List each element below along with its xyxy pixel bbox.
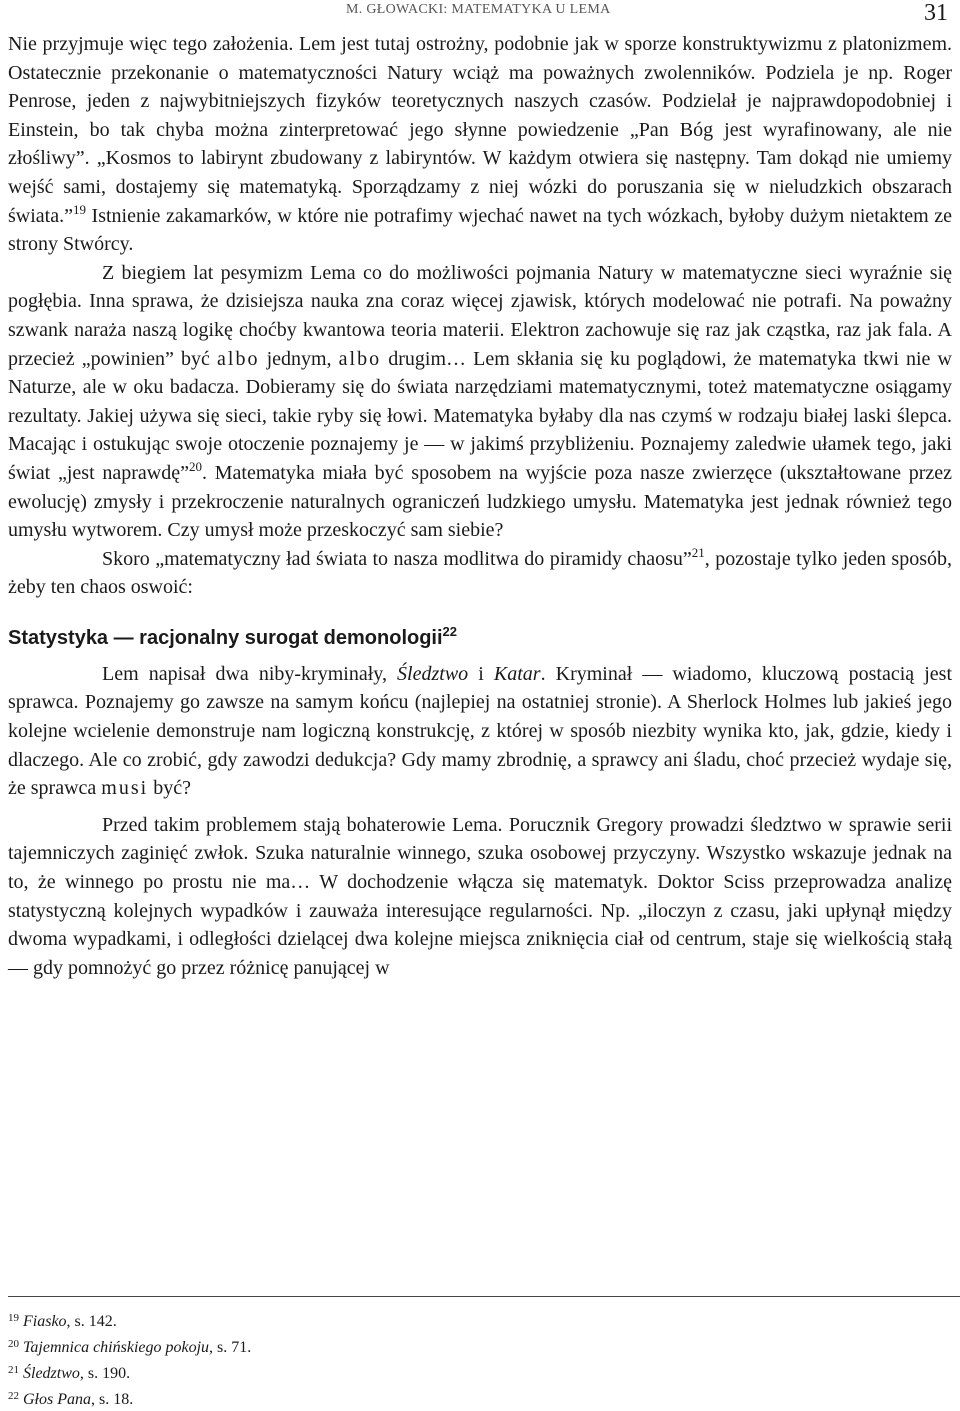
footnote-page-ref: , s. 190. <box>79 1365 131 1382</box>
footnote-page-ref: , s. 18. <box>91 1391 134 1408</box>
text-run: drugim… Lem skłania się ku poglądowi, że matematyka tkwi nie w Naturze, ale w oku badacza. Dobieramy się do świata narzędziami matematycznymi, toteż matematyczne osiągamy rezultaty. Jakiej używa się sieci, takie ryby się łowi. Matematyka byłaby dla nas czymś w rodzaju białej laski ślepca. Macając i ostukując swoje otoczenie poznajemy je — w jakimś przybliżeniu. Poznajemy zaledwie ułamek tego, jaki świat „jest naprawdę” <box>8 347 952 484</box>
emphasis-spaced: albo <box>217 347 260 370</box>
footnote-source-title: Tajemnica chińskiego pokoju <box>23 1339 210 1356</box>
italic-title: Katar <box>493 662 541 685</box>
text-run: . Kryminał — wiadomo, kluczową postacią jest sprawca. Poznajemy go zawsze na samym końcu (najlepiej na ostatniej stronie). A Sherlock Holmes lub jakieś jego kolejne wcielenie demonstruje nam logiczną konstrukcję, z której w sposób niezbity wynika kto, jak, gdzie, kiedy i dlaczego. Ale co zrobić, gdy zawodzi dedukcja? Gdy mamy zbrodnię, a sprawcy ani śladu, choć przecież wydaje się, że sprawca <box>8 662 953 800</box>
emphasis-spaced: albo <box>338 347 382 370</box>
footnote-ref: 20 <box>189 458 202 474</box>
text-run: Skoro „matematyczny ład świata to nasza modlitwa do piramidy chaosu” <box>102 547 692 570</box>
text-run: Nie przyjmuje więc tego założenia. Lem jest tutaj ostrożny, podobnie jak w sporze konstruktywizmu z platonizmem. Ostatecznie przekonanie o matematyczności Natury wciąż ma poważnych zwolenników. Podziela je np. Roger Penrose, jeden z najwybitniejszych fizyków teoretycznych naszych czasów. Podzielał je najprawdopodobniej i Einstein, bo tak chyba można zinterpretować jego słynne powiedzenie „Pan Bóg jest wyrafinowany, ale nie złośliwy”. „Kosmos to labirynt zbudowany z labiryntów. W każdym otwiera się następny. Tam dokąd nie umiemy wejść sami, dostajemy się matematyką. Sporządzamy z niej wózki do poruszania się w nieludzkich obszarach świata.” <box>8 33 952 227</box>
text-run: , pozostaje tylko jeden sposób, żeby ten chaos oswoić: <box>8 547 953 599</box>
footnote-number: 22 <box>8 1390 19 1402</box>
paragraph <box>8 30 952 259</box>
intro-paragraphs <box>8 30 952 602</box>
footnote-source-title: Głos Pana <box>23 1391 91 1408</box>
footnote-number: 20 <box>8 1338 19 1350</box>
section-paragraphs <box>8 660 952 983</box>
text-run: . Matematyka miała być sposobem na wyjście poza nasze zwierzęce (ukształtowane przez ewolucję) zmysły i przekroczenie naturalnych ograniczeń ludzkiego umysłu. Matematyka jest jednak również tego umysłu wytworem. Czy umysł może przeskoczyć sam siebie? <box>8 461 952 542</box>
running-title: M. GŁOWACKI: MATEMATYKA U LEMA <box>346 2 611 17</box>
footnote-number: 19 <box>8 1312 19 1324</box>
paragraph <box>8 811 952 983</box>
footnote-number: 21 <box>8 1364 19 1376</box>
footnote-page-ref: , s. 71. <box>209 1339 252 1356</box>
footnotes <box>8 1307 251 1411</box>
text-run: Przed takim problemem stają bohaterowie Lema. Porucznik Gregory prowadzi śledztwo w sprawie serii tajemniczych zaginięć zwłok. Szuka naturalnie winnego, szuka osobowej przyczyny. Wszystko wskazuje jednak na to, że winnego po prostu nie ma… W dochodzenie włącza się matematyk. Doktor Sciss przeprowadza analizę statystyczną kolejnych wypadków i zauważa interesujące regularności. Np. „iloczyn z czasu, jaki upłynął między dwoma wypadkami, i odległości dzielącej dwa kolejne miejsca zniknięcia ciał od centrum, staje się wielkością stałą — gdy pomnożyć go przez różnicę panującej w <box>8 813 952 979</box>
paragraph <box>8 545 952 602</box>
italic-title: Śledztwo <box>397 662 469 685</box>
body-text <box>8 30 952 982</box>
footnote-divider <box>8 1296 960 1297</box>
footnote-ref: 21 <box>691 544 705 560</box>
text-run: Z biegiem lat pesymizm Lema co do możliwości pojmania Natury w matematyczne sieci wyraźnie się pogłębia. Inna sprawa, że dzisiejsza nauka zna coraz więcej zjawisk, których modelować nie potrafi. Na poważny szwank naraża naszą logikę choćby kwantowa teoria materii. Elektron zachowuje się raz jak cząstka, raz jak fala. A przecież „powinien” być <box>8 261 952 370</box>
text-run: Lem napisał dwa niby-kryminały, <box>102 662 398 685</box>
footnote-ref: 19 <box>72 201 86 217</box>
text-run: i <box>468 662 494 685</box>
running-head <box>0 0 960 26</box>
text-run: Istnienie zakamarków, w które nie potrafimy wjechać nawet na tych wózkach, byłoby dużym nietaktem ze strony Stwórcy. <box>8 204 952 256</box>
page-number: 31 <box>924 0 948 26</box>
text-run: jednym, <box>259 347 339 370</box>
footnote-source-title: Fiasko <box>23 1313 67 1330</box>
footnote-page-ref: , s. 142. <box>66 1313 117 1330</box>
footnote-source-title: Śledztwo <box>23 1365 80 1382</box>
footnote <box>8 1359 251 1385</box>
section-heading-footnote-ref: 22 <box>442 623 458 639</box>
footnote <box>8 1385 251 1411</box>
text-run: być? <box>148 777 191 800</box>
footnote <box>8 1307 251 1333</box>
paragraph <box>8 259 952 545</box>
paragraph <box>8 660 952 803</box>
footnote <box>8 1333 251 1359</box>
emphasis-spaced: musi <box>101 777 149 800</box>
section-heading <box>8 624 952 652</box>
section-heading-text: Statystyka — racjonalny surogat demonologii <box>8 626 443 649</box>
